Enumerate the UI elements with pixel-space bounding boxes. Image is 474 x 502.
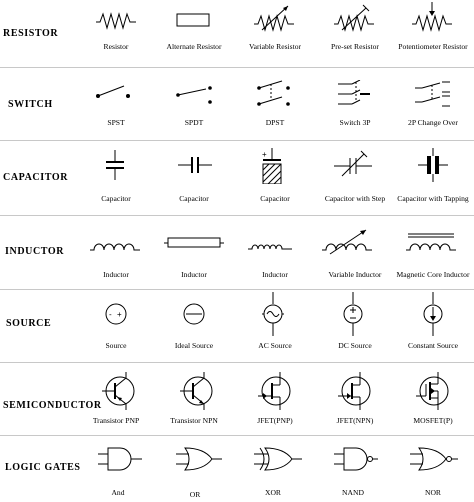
label-capacitor-1: Capacitor bbox=[101, 194, 131, 203]
category-capacitor: CAPACITOR bbox=[3, 172, 69, 183]
switch-3p-icon bbox=[334, 80, 374, 112]
dpst-switch-icon bbox=[254, 80, 294, 110]
inductor-block-icon bbox=[164, 236, 224, 250]
nand-gate-icon bbox=[334, 446, 378, 472]
label-inductor-1: Inductor bbox=[103, 270, 129, 279]
label-2p-change-over: 2P Change Over bbox=[408, 118, 458, 127]
row-separator bbox=[0, 435, 474, 436]
label-ac-source: AC Source bbox=[258, 341, 292, 350]
resistor-icon bbox=[96, 8, 136, 30]
alternate-resistor-icon bbox=[176, 8, 210, 30]
or-gate-icon bbox=[176, 446, 222, 472]
label-inductor-2: Inductor bbox=[181, 270, 207, 279]
label-transistor-pnp: Transistor PNP bbox=[92, 416, 140, 425]
capacitor-polarized-icon bbox=[260, 148, 290, 184]
inductor-icon bbox=[90, 234, 140, 254]
variable-inductor-icon bbox=[322, 226, 374, 256]
label-xor: XOR bbox=[264, 488, 282, 497]
source-minus-sign: - bbox=[109, 310, 112, 319]
source-icon bbox=[104, 302, 128, 326]
category-resistor: RESISTOR bbox=[3, 28, 59, 39]
label-source: Source bbox=[105, 341, 127, 350]
label-or: OR bbox=[189, 490, 201, 499]
label-variable-inductor: Variable Inductor bbox=[328, 270, 382, 279]
label-capacitor-with-tapping: Capacitor with Tapping bbox=[397, 194, 469, 203]
label-inductor-3: Inductor bbox=[262, 270, 288, 279]
category-inductor: INDUCTOR bbox=[5, 246, 65, 257]
label-dc-source: DC Source bbox=[338, 341, 372, 350]
label-jfet-npn: JFET(NPN) bbox=[336, 416, 374, 425]
label-capacitor-3: Capacitor bbox=[260, 194, 290, 203]
capacitor-step-icon bbox=[334, 150, 374, 178]
capacitor-horizontal-icon bbox=[178, 154, 212, 176]
mosfet-p-icon bbox=[416, 372, 452, 410]
magnetic-core-inductor-icon bbox=[406, 232, 456, 254]
xor-gate-icon bbox=[254, 446, 302, 472]
inductor-small-icon bbox=[248, 238, 292, 252]
row-separator bbox=[0, 215, 474, 216]
preset-resistor-icon bbox=[334, 2, 376, 32]
category-switch: SWITCH bbox=[8, 99, 53, 110]
spst-switch-icon bbox=[94, 82, 134, 102]
label-mosfet-p: MOSFET(P) bbox=[413, 416, 453, 425]
source-plus-sign: + bbox=[117, 310, 122, 319]
and-gate-icon bbox=[98, 446, 142, 472]
jfet-pnp-icon bbox=[258, 372, 294, 410]
dc-source-icon bbox=[340, 292, 366, 338]
nor-gate-icon bbox=[410, 446, 458, 472]
row-separator bbox=[0, 67, 474, 68]
label-nor: NOR bbox=[424, 488, 442, 497]
label-switch-3p: Switch 3P bbox=[339, 118, 371, 127]
category-logic-gates: LOGIC GATES bbox=[5, 462, 81, 473]
label-nand: NAND bbox=[342, 488, 364, 497]
row-separator bbox=[0, 289, 474, 290]
potentiometer-icon bbox=[412, 0, 454, 32]
jfet-npn-icon bbox=[338, 372, 374, 410]
category-semiconductor: SEMICONDUCTOR bbox=[3, 400, 102, 411]
label-spst: SPST bbox=[107, 118, 125, 127]
row-separator bbox=[0, 140, 474, 141]
label-variable-resistor: Variable Resistor bbox=[248, 42, 302, 51]
label-preset-resistor: Pre-set Resistor bbox=[331, 42, 379, 51]
spdt-switch-icon bbox=[174, 82, 214, 108]
2p-change-over-icon bbox=[412, 80, 454, 112]
label-resistor: Resistor bbox=[103, 42, 129, 51]
capacitor-vertical-icon bbox=[104, 150, 126, 182]
capacitor-tapping-icon bbox=[418, 148, 448, 182]
ac-source-icon bbox=[260, 292, 286, 338]
label-transistor-npn: Transistor NPN bbox=[170, 416, 218, 425]
label-capacitor-with-step: Capacitor with Step bbox=[324, 194, 386, 203]
category-source: SOURCE bbox=[6, 318, 52, 329]
row-separator bbox=[0, 362, 474, 363]
label-constant-source: Constant Source bbox=[408, 341, 458, 350]
label-magnetic-core-inductor: Magnetic Core Inductor bbox=[396, 270, 470, 279]
label-spdt: SPDT bbox=[184, 118, 204, 127]
label-dpst: DPST bbox=[265, 118, 285, 127]
label-ideal-source: Ideal Source bbox=[174, 341, 214, 350]
transistor-npn-icon bbox=[180, 372, 216, 410]
variable-resistor-icon bbox=[254, 2, 296, 32]
capacitor-plus-sign: + bbox=[262, 150, 267, 159]
constant-source-icon bbox=[420, 292, 446, 338]
label-and: And bbox=[111, 488, 125, 497]
label-potentiometer-resistor: Potentiometer Resistor bbox=[398, 42, 468, 51]
label-capacitor-2: Capacitor bbox=[179, 194, 209, 203]
ideal-source-icon bbox=[182, 302, 206, 326]
label-alternate-resistor: Alternate Resistor bbox=[166, 42, 222, 51]
label-jfet-pnp: JFET(PNP) bbox=[257, 416, 293, 425]
transistor-pnp-icon bbox=[102, 372, 138, 410]
